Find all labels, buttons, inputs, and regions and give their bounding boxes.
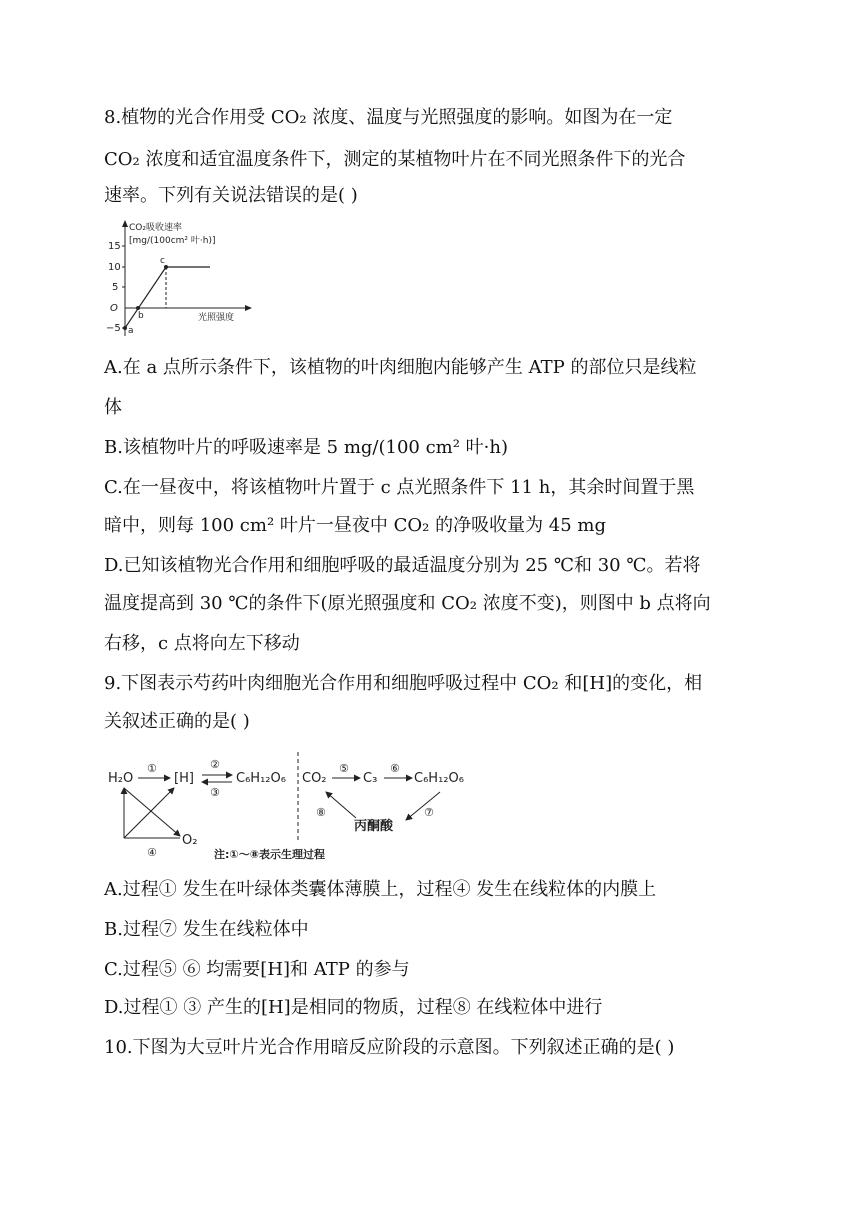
o2-label: O₂ <box>182 833 198 848</box>
glucose-left-label: C₆H₁₂O₆ <box>236 771 286 786</box>
q9-option-b: B.过程⑦ 发生在线粒体中 <box>104 919 309 940</box>
q8-option-d-line-3: 右移，c 点将向左下移动 <box>104 633 300 654</box>
y-axis-label: CO₂吸收速率 <box>129 223 182 233</box>
q8-option-d-line-2: 温度提高到 30 ℃的条件下(原光照强度和 CO₂ 浓度不变)，则图中 b 点将向 <box>104 593 711 614</box>
diagram-note: 注:①～⑧表示生理过程 <box>214 848 326 861</box>
c3-label: C₃ <box>363 771 378 786</box>
q8-stem-line-1: 8.植物的光合作用受 CO₂ 浓度、温度与光照强度的影响。如图为在一定 <box>104 107 673 128</box>
x-axis-label: 光照强度 <box>198 313 235 323</box>
y-tick-10: 10 <box>108 262 121 273</box>
point-a-label: a <box>128 326 134 336</box>
step-1-label: ① <box>147 762 157 775</box>
step-2-label: ② <box>210 758 220 771</box>
y-tick-15: 15 <box>108 241 121 252</box>
q9-option-a: A.过程① 发生在叶绿体类囊体薄膜上，过程④ 发生在线粒体的内膜上 <box>104 879 657 900</box>
step-7-label: ⑦ <box>424 806 434 819</box>
point-b-label: b <box>138 311 144 321</box>
h2o-label: H₂O <box>108 771 134 786</box>
q8-option-c-line-2: 暗中，则每 100 cm² 叶片一昼夜中 CO₂ 的净吸收量为 45 mg <box>104 515 607 536</box>
q8-stem-line-3: 速率。下列有关说法错误的是( ) <box>104 185 358 206</box>
y-tick-neg5: −5 <box>106 323 121 334</box>
q8-option-a-line-1: A.在 a 点所示条件下，该植物的叶肉细胞内能够产生 ATP 的部位只是线粒 <box>104 357 697 378</box>
q8-stem-line-2: CO₂ 浓度和适宜温度条件下，测定的某植物叶片在不同光照条件下的光合 <box>104 149 686 170</box>
origin-label: O <box>110 303 118 314</box>
step-6-label: ⑥ <box>390 762 400 775</box>
q9-stem-line-1: 9.下图表示芍药叶肉细胞光合作用和细胞呼吸过程中 CO₂ 和[H]的变化，相 <box>104 673 703 694</box>
y-axis-unit: [mg/(100cm² 叶·h)] <box>129 236 216 246</box>
q8-option-b: B.该植物叶片的呼吸速率是 5 mg/(100 cm² 叶·h) <box>104 437 509 458</box>
q8-option-c-line-1: C.在一昼夜中，将该植物叶片置于 c 点光照条件下 11 h，其余时间置于黑 <box>104 477 695 498</box>
light-response-graph <box>100 218 260 340</box>
q8-option-d-line-1: D.已知该植物光合作用和细胞呼吸的最适温度分别为 25 ℃和 30 ℃。若将 <box>104 555 701 576</box>
point-b <box>136 306 140 310</box>
metabolism-diagram <box>104 752 484 864</box>
glucose-right-label: C₆H₁₂O₆ <box>414 771 464 786</box>
pyruvate-label: 丙酮酸 <box>354 819 394 834</box>
y-axis-arrow <box>122 220 128 227</box>
point-a <box>123 326 127 330</box>
q10-stem: 10.下图为大豆叶片光合作用暗反应阶段的示意图。下列叙述正确的是( ) <box>104 1037 675 1058</box>
q9-option-d: D.过程① ③ 产生的[H]是相同的物质，过程⑧ 在线粒体中进行 <box>104 997 603 1018</box>
step-5-label: ⑤ <box>339 762 349 775</box>
h-label: [H] <box>174 771 194 786</box>
y-tick-5: 5 <box>112 282 119 293</box>
step-4-label: ④ <box>147 846 157 859</box>
q9-stem-line-2: 关叙述正确的是( ) <box>104 711 250 732</box>
step-8-label: ⑧ <box>316 806 326 819</box>
step-3-label: ③ <box>210 786 220 799</box>
x-axis-arrow <box>245 305 252 311</box>
q9-option-c: C.过程⑤ ⑥ 均需要[H]和 ATP 的参与 <box>104 959 410 980</box>
q8-option-a-line-2: 体 <box>104 397 122 418</box>
co2-label: CO₂ <box>302 771 327 786</box>
point-c-label: c <box>160 256 165 266</box>
